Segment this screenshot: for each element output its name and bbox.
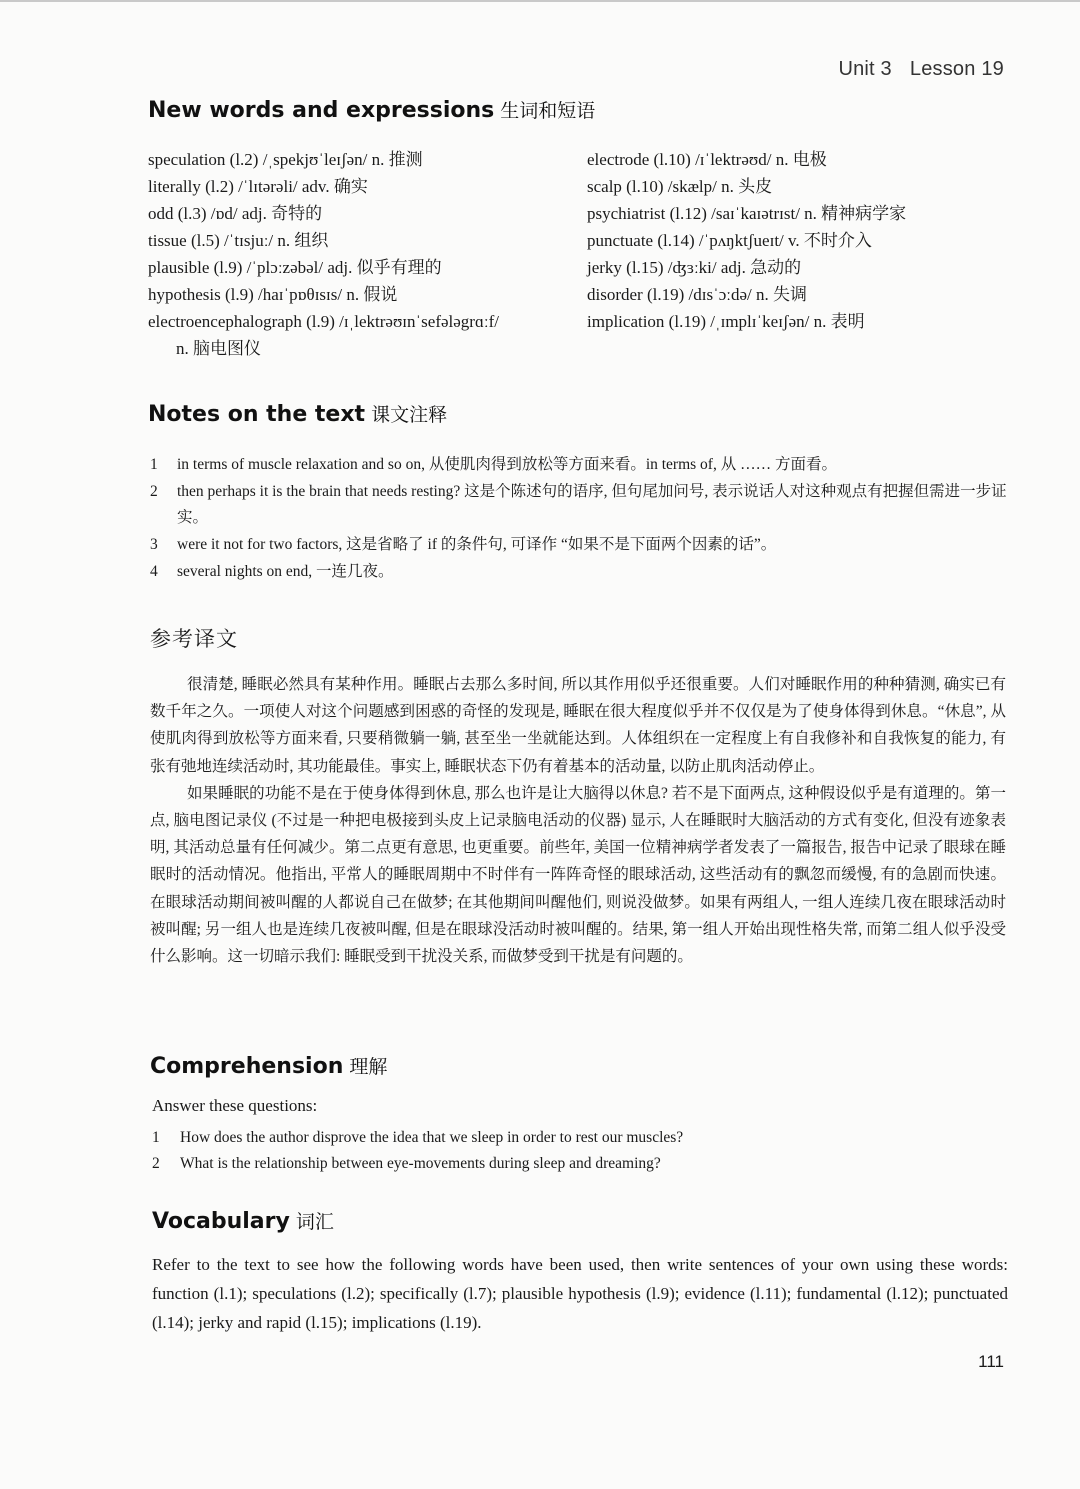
note-text: several nights on end, 一连几夜。 — [177, 563, 394, 580]
vocab-entry: punctuate (l.14) /ˈpʌŋktʃueɪt/ v. 不时介入 — [587, 231, 872, 250]
running-head — [838, 58, 1004, 81]
notes-title: Notes on the text — [148, 402, 366, 427]
note-item — [150, 559, 1010, 585]
vocab-entry: electrode (l.10) /ɪˈlektrəʊd/ n. 电极 — [587, 150, 827, 169]
notes-title-cn: 课文注释 — [371, 404, 448, 426]
note-number: 2 — [150, 483, 158, 500]
vocab-entry: electroencephalograph (l.9) /ɪˌlektrəʊɪnˈsefələgrɑːf/ — [148, 312, 499, 331]
vocabulary-heading — [152, 1207, 334, 1234]
question-number: 1 — [152, 1129, 160, 1146]
vocabulary-title-cn: 词汇 — [295, 1211, 334, 1233]
comprehension-title: Comprehension — [150, 1054, 344, 1079]
note-text: then perhaps it is the brain that needs resting? 这是个陈述句的语序, 但句尾加问号, 表示说话人对这种观点有把握但需进一步证实。 — [177, 483, 1007, 526]
lesson-label: Lesson 19 — [909, 58, 1004, 80]
vocabulary-instructions: Refer to the text to see how the following words have been used, then write sentences of your own using these words: function (l.1); speculations (l.2); specifically (l.7); plausible hypothesis (l.9); evidence (l.11); fundamental (l.12); punctuated (l.14); jerky and rapid (l.15); implications (l.19). — [152, 1255, 1008, 1332]
translation-heading: 参考译文 — [150, 627, 238, 651]
note-number: 3 — [150, 536, 158, 553]
note-item — [150, 532, 1010, 558]
vocab-list-right — [587, 146, 1007, 335]
vocab-entry: jerky (l.15) /ʤɜːki/ adj. 急动的 — [587, 258, 802, 277]
vocab-entry: scalp (l.10) /skælp/ n. 头皮 — [587, 177, 773, 196]
question-item — [152, 1125, 1012, 1151]
vocab-entry: speculation (l.2) /ˌspekjʊˈleɪʃən/ n. 推测 — [148, 150, 423, 169]
comprehension-heading — [150, 1052, 387, 1079]
vocab-entry-continuation: n. 脑电图仪 — [176, 339, 261, 358]
notes-heading — [148, 400, 447, 427]
question-text: What is the relationship between eye-movements during sleep and dreaming? — [180, 1155, 661, 1172]
translation-body — [150, 671, 1006, 970]
vocab-entry: psychiatrist (l.12) /saɪˈkaɪətrɪst/ n. 精神病学家 — [587, 204, 907, 223]
comprehension-title-cn: 理解 — [349, 1056, 388, 1078]
vocab-entry: odd (l.3) /ɒd/ adj. 奇特的 — [148, 204, 323, 223]
question-item — [152, 1151, 1012, 1177]
vocab-entry: implication (l.19) /ˌɪmplɪˈkeɪʃən/ n. 表明 — [587, 312, 865, 331]
note-text: were it not for two factors, 这是省略了 if 的条件句, 可译作 “如果不是下面两个因素的话”。 — [177, 536, 777, 553]
top-border — [0, 0, 1080, 2]
new-words-title: New words and expressions — [148, 98, 495, 123]
new-words-title-cn: 生词和短语 — [500, 100, 596, 122]
note-number: 1 — [150, 456, 158, 473]
vocabulary-title: Vocabulary — [152, 1209, 290, 1234]
translation-paragraph: 很清楚, 睡眠必然具有某种作用。睡眠占去那么多时间, 所以其作用似乎还很重要。人们对睡眠作用的种种猜测, 确实已有数千年之久。一项使人对这个问题感到困惑的奇怪的发现是, 睡眠在很大程度似乎并不仅仅是为了使身体得到休息。“休息”, 从使肌肉得到放松等方面来看, 只要稍微躺一躺, 甚至坐一坐就能达到。人体组织在一定程度上有自我修补和自我恢复的能力, 有张有弛地连续活动时, 其功能最佳。事实上, 睡眠状态下仍有着基本的活动量, 以防止肌肉活动停止。 — [150, 676, 1006, 775]
vocab-entry: literally (l.2) /ˈlɪtərəli/ adv. 确实 — [148, 177, 368, 196]
translation-paragraph: 如果睡眠的功能不是在于使身体得到休息, 那么也许是让大脑得以休息? 若不是下面两点, 这种假设似乎是有道理的。第一点, 脑电图记录仪 (不过是一种把电极接到头皮上记录脑电活动的仪器) 显示, 人在睡眠时大脑活动的方式有变化, 但没有迹象表明, 其活动总量有任何减少。第二点更有意思, 也更重要。前些年, 美国一位精神病学者发表了一篇报告, 报告中记录了眼球在睡眠时的活动情况。他指出, 平常人的睡眠周期中不时伴有一阵阵奇怪的眼球活动, 这些活动有的飘忽而缓慢, 有的急剧而快速。在眼球活动期间被叫醒的人都说自己在做梦; 在其他期间叫醒他们, 则说没做梦。如果有两组人, 一组人连续几夜在眼球活动时被叫醒; 另一组人也是连续几夜被叫醒, 但是在眼球没活动时被叫醒的。结果, 第一组人开始出现性格失常, 而第二组人似乎没受什么影响。这一切暗示我们: 睡眠受到干扰没关系, 而做梦受到干扰是有问题的。 — [150, 784, 1006, 966]
question-list — [152, 1125, 1012, 1177]
note-text: in terms of muscle relaxation and so on, 从使肌肉得到放松等方面来看。in terms of, 从 …… 方面看。 — [177, 456, 837, 473]
note-number: 4 — [150, 563, 158, 580]
new-words-heading — [148, 96, 595, 123]
vocab-list-left — [148, 146, 573, 362]
comprehension-intro: Answer these questions: — [152, 1096, 318, 1115]
vocab-entry: hypothesis (l.9) /haɪˈpɒθɪsɪs/ n. 假说 — [148, 285, 398, 304]
page-number: 111 — [978, 1352, 1004, 1371]
vocab-entry: tissue (l.5) /ˈtɪsjuː/ n. 组织 — [148, 231, 329, 250]
question-number: 2 — [152, 1155, 160, 1172]
unit-label: Unit 3 — [838, 58, 892, 80]
vocab-entry: plausible (l.9) /ˈplɔːzəbəl/ adj. 似乎有理的 — [148, 258, 442, 277]
note-item — [150, 479, 1010, 531]
notes-list — [150, 452, 1010, 586]
vocab-entry: disorder (l.19) /dɪsˈɔːdə/ n. 失调 — [587, 285, 808, 304]
note-item — [150, 452, 1010, 478]
question-text: How does the author disprove the idea that we sleep in order to rest our muscles? — [180, 1129, 684, 1146]
